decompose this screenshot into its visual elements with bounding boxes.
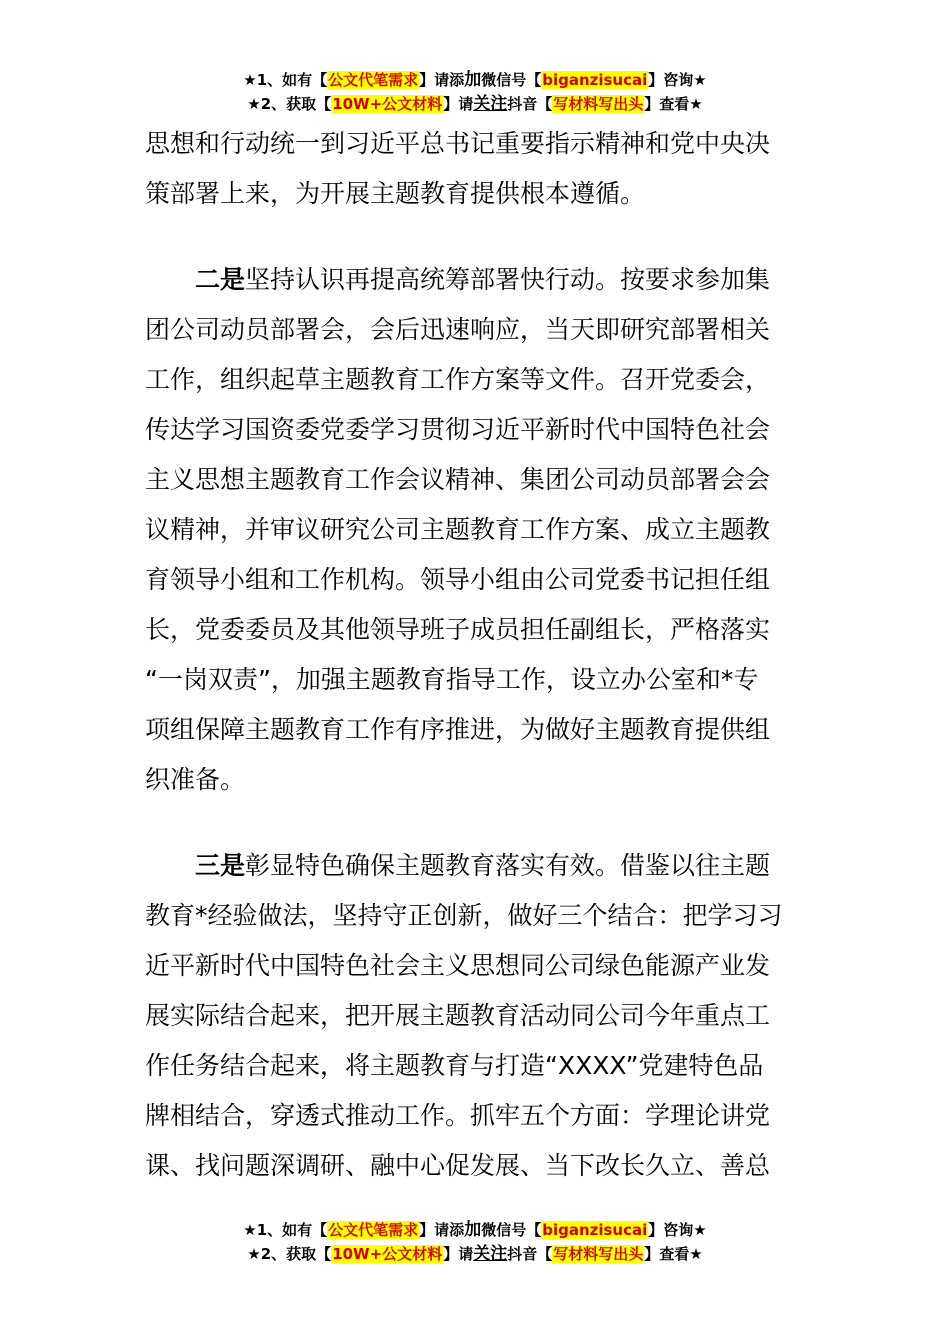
text-line: 织准备。 (145, 765, 246, 794)
text-line: 长，党委委员及其他领导班子成员担任副组长，严格落实 (145, 615, 771, 644)
paragraph (145, 119, 810, 219)
banner-text: ★1、如有【 (243, 71, 328, 89)
text-line: 团公司动员部署会，会后迅速响应，当天即研究部署相关 (145, 315, 771, 344)
text-line: 展实际结合起来，把开展主题教育活动同公司今年重点工 (145, 1001, 771, 1030)
banner-text: 抖音【 (507, 95, 553, 113)
banner-text: ★1、如有【 (243, 1221, 328, 1239)
text-line: 思想和行动统一到习近平总书记重要指示精神和党中央决 (145, 129, 771, 158)
text-line: “一岗双责”，加强主题教育指导工作，设立办公室和*专 (145, 665, 759, 694)
banner-text: 】请添 (419, 1221, 465, 1239)
banner-text: 微信号【 (481, 1221, 542, 1239)
header-banner (0, 68, 950, 116)
text-line (145, 255, 810, 305)
text-line: 策部署上来，为开展主题教育提供根本遵循。 (145, 179, 646, 208)
highlight-label: 公文代笔需求 (328, 1221, 419, 1239)
banner-text: 】请添 (419, 71, 465, 89)
paragraph (145, 841, 810, 1191)
text-line: 项组保障主题教育工作有序推进，为做好主题教育提供组 (145, 715, 771, 744)
text-line: 主义思想主题教育工作会议精神、集团公司动员部署会会 (145, 465, 771, 494)
banner-text: 】查看★ (644, 95, 703, 113)
highlight-label: 写材料写出头 (553, 1245, 644, 1263)
wechat-id: biganzisucai (542, 1221, 648, 1239)
text-line: 教育*经验做法，坚持守正创新，做好三个结合：把学习习 (145, 901, 783, 930)
text-line: 课、找问题深调研、融中心促发展、当下改长久立、善总 (145, 1151, 771, 1180)
paragraph (145, 255, 810, 805)
banner-line-1 (0, 1218, 950, 1242)
banner-text: 】请 (443, 1245, 474, 1263)
banner-text: 关注 (473, 1244, 508, 1264)
text-line: 传达学习国资委党委学习贯彻习近平新时代中国特色社会 (145, 415, 771, 444)
banner-text: ★2、获取【 (247, 95, 332, 113)
highlight-label: 写材料写出头 (553, 95, 644, 113)
paragraph-lead: 三是 (195, 851, 246, 880)
highlight-label: 10W+公文材料 (332, 95, 443, 113)
text-line: 工作，组织起草主题教育工作方案等文件。召开党委会， (145, 365, 771, 394)
banner-line-2 (0, 92, 950, 116)
banner-text: 】请 (443, 95, 474, 113)
text-line: 育领导小组和工作机构。领导小组由公司党委书记担任组 (145, 565, 771, 594)
text-run: 彰显特色确保主题教育落实有效。借鉴以往主题 (245, 851, 771, 880)
banner-text: ★2、获取【 (247, 1245, 332, 1263)
text-line (145, 841, 810, 891)
text-run: 坚持认识再提高统筹部署快行动。按要求参加集 (245, 265, 771, 294)
document-body (145, 119, 810, 1191)
banner-text: 】查看★ (644, 1245, 703, 1263)
banner-text: 】咨询★ (648, 1221, 707, 1239)
text-line: 牌相结合，穿透式推动工作。抓牢五个方面：学理论讲党 (145, 1101, 771, 1130)
highlight-label: 公文代笔需求 (328, 71, 419, 89)
text-line: 近平新时代中国特色社会主义思想同公司绿色能源产业发 (145, 951, 771, 980)
banner-text: 】咨询★ (648, 71, 707, 89)
text-line: 议精神，并审议研究公司主题教育工作方案、成立主题教 (145, 515, 771, 544)
wechat-id: biganzisucai (542, 71, 648, 89)
text-line: 作任务结合起来，将主题教育与打造“XXXX”党建特色品 (145, 1051, 764, 1080)
highlight-label: 10W+公文材料 (332, 1245, 443, 1263)
footer-banner (0, 1218, 950, 1266)
banner-text: 关注 (473, 94, 508, 114)
banner-text: 加 (464, 70, 482, 90)
banner-text: 抖音【 (507, 1245, 553, 1263)
paragraph-lead: 二是 (195, 265, 246, 294)
banner-line-1 (0, 68, 950, 92)
banner-line-2 (0, 1242, 950, 1266)
banner-text: 微信号【 (481, 71, 542, 89)
banner-text: 加 (464, 1220, 482, 1240)
